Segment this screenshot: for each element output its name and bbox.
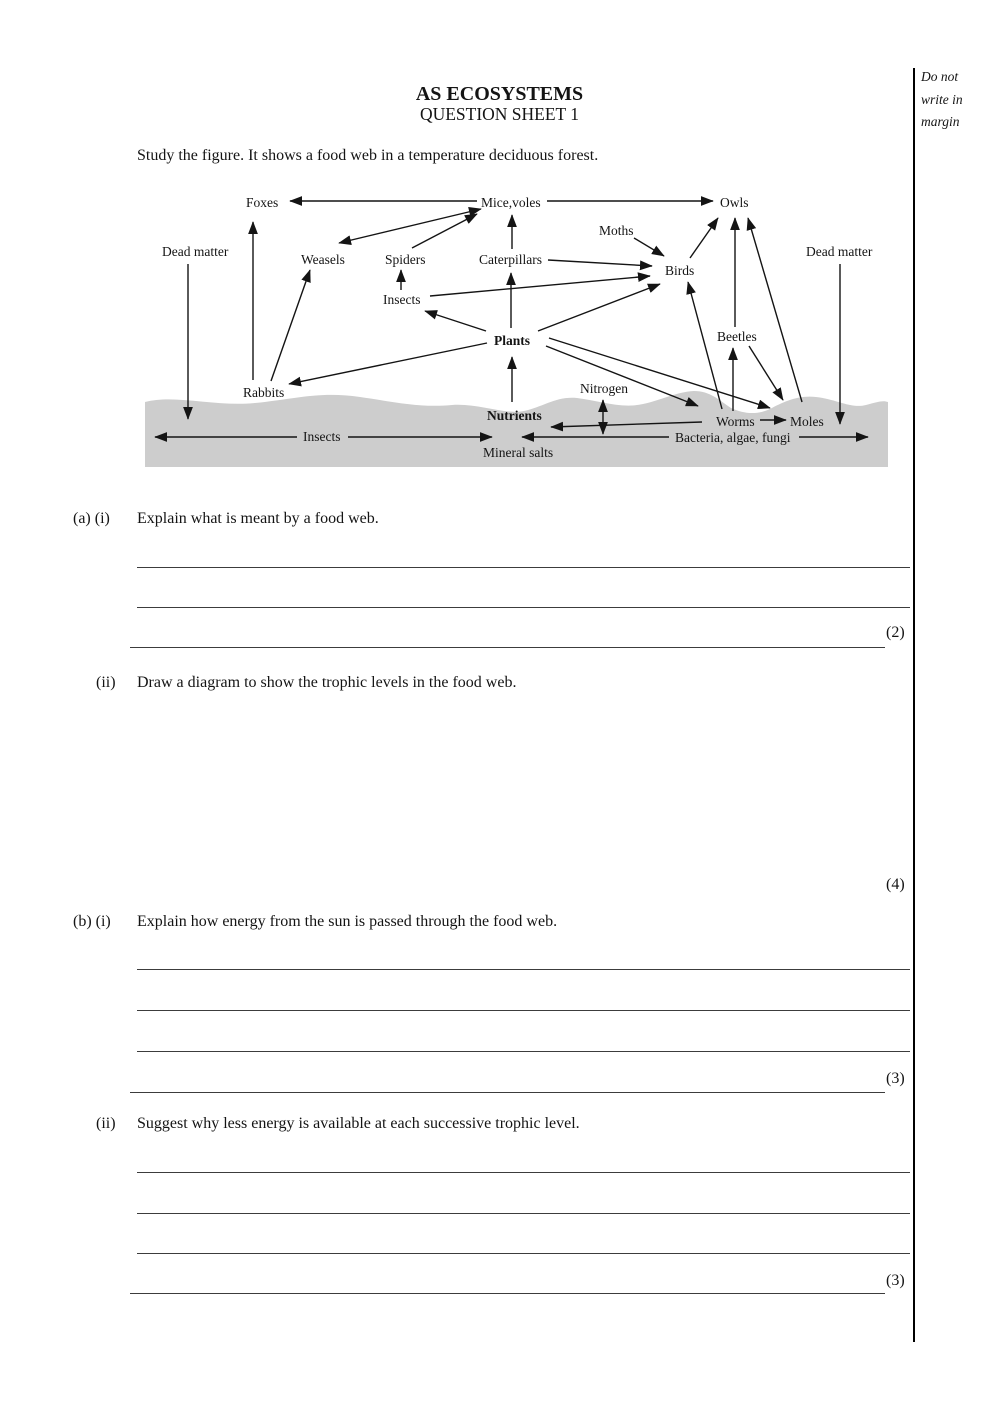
arrow-moths-to-birds xyxy=(634,238,664,256)
diagram-label-birds: Birds xyxy=(665,263,695,278)
arrow-plants-to-moles xyxy=(549,338,770,408)
arrow-plants-to-rabbits xyxy=(289,343,487,384)
diagram-label-bacteria-algae-fungi: Bacteria, algae, fungi xyxy=(675,430,791,445)
arrow-birds-to-owls xyxy=(690,218,718,258)
marks-badge: (3) xyxy=(886,1070,905,1087)
arrow-plants-to-birds xyxy=(538,284,660,331)
arrow-plants-to-insects xyxy=(425,311,486,331)
diagram-label-nutrients: Nutrients xyxy=(487,408,542,423)
page-title: AS ECOSYSTEMS xyxy=(415,83,584,105)
diagram-label-beetles: Beetles xyxy=(717,329,757,344)
arrow-worms-to-birds xyxy=(688,282,722,409)
arrow-rabbits-to-weasels xyxy=(271,270,310,381)
question-number: (ii) xyxy=(96,1115,116,1132)
margin-note-line: Do not xyxy=(921,69,959,84)
question-text: Suggest why less energy is available at each successive trophic level. xyxy=(137,1115,580,1132)
diagram-label-nitrogen: Nitrogen xyxy=(580,381,628,396)
question-number: (ii) xyxy=(96,674,116,691)
question-number: (b) (i) xyxy=(73,913,111,930)
diagram-label-moths: Moths xyxy=(599,223,634,238)
diagram-label-insects-above-ground: Insects xyxy=(383,292,421,307)
question-text: Draw a diagram to show the trophic levels in the food web. xyxy=(137,674,517,691)
answer-line xyxy=(137,1172,910,1173)
diagram-label-insects-soil: Insects xyxy=(303,429,341,444)
diagram-label-rabbits: Rabbits xyxy=(243,385,285,400)
margin-note-line: write in xyxy=(921,91,963,107)
question-number: (a) (i) xyxy=(73,510,110,527)
answer-line xyxy=(130,1293,885,1294)
arrow-beetles-to-moles xyxy=(749,346,783,400)
answer-line xyxy=(137,1010,910,1011)
diagram-label-mice-voles: Mice,voles xyxy=(481,195,541,210)
answer-line xyxy=(137,567,910,568)
answer-line xyxy=(137,607,910,608)
arrow-plants-to-worms xyxy=(546,346,698,406)
answer-line xyxy=(137,1213,910,1214)
arrow-moles-to-owls xyxy=(748,218,802,402)
diagram-label-dead-matter-left: Dead matter xyxy=(162,244,229,259)
page-subtitle: QUESTION SHEET 1 xyxy=(419,104,580,124)
marks-badge: (3) xyxy=(886,1272,905,1289)
diagram-label-plants: Plants xyxy=(494,333,531,348)
diagram-label-caterpillars: Caterpillars xyxy=(479,252,542,267)
diagram-label-foxes: Foxes xyxy=(246,195,279,210)
marks-badge: (2) xyxy=(886,624,905,641)
diagram-label-owls: Owls xyxy=(720,195,749,210)
intro-text: Study the figure. It shows a food web in a temperature deciduous forest. xyxy=(137,147,599,164)
answer-line xyxy=(130,647,885,648)
diagram-label-mineral-salts: Mineral salts xyxy=(483,445,554,460)
diagram-label-dead-matter-right: Dead matter xyxy=(806,244,873,259)
diagram-label-worms: Worms xyxy=(716,414,755,429)
answer-line xyxy=(137,969,910,970)
answer-line xyxy=(137,1051,910,1052)
arrow-mice-voles-weasels xyxy=(339,209,481,243)
answer-line xyxy=(137,1253,910,1254)
question-text: Explain how energy from the sun is passed through the food web. xyxy=(137,913,558,930)
diagram-label-weasels: Weasels xyxy=(301,252,345,267)
answer-line xyxy=(130,1092,885,1093)
diagram-label-spiders: Spiders xyxy=(385,252,426,267)
food-web-diagram xyxy=(0,0,999,500)
marks-badge: (4) xyxy=(886,876,905,893)
question-text: Explain what is meant by a food web. xyxy=(137,510,379,527)
arrow-insects-to-birds xyxy=(430,276,650,296)
margin-note-line: margin xyxy=(921,114,960,129)
arrow-caterpillars-to-birds xyxy=(548,260,652,266)
diagram-label-moles: Moles xyxy=(790,414,824,429)
arrow-spiders-to-mice-voles xyxy=(412,214,477,248)
